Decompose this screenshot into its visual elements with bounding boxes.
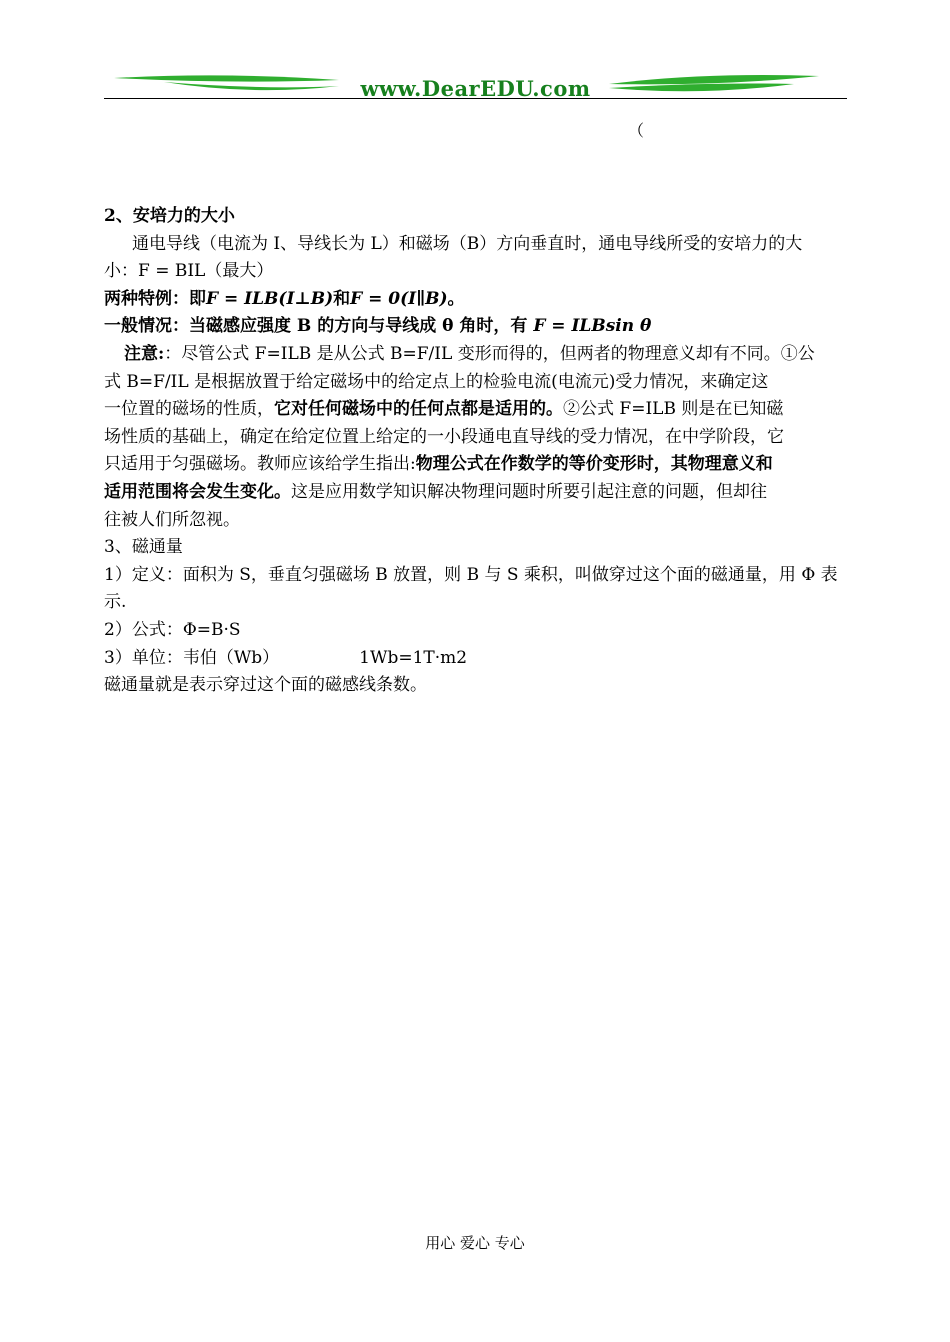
note-line: 只适用于匀强磁场。教师应该给学生指出:物理公式在作数学的等价变形时，其物理意义和 <box>104 454 773 475</box>
formula: F = ILB(I⊥B) <box>206 288 334 309</box>
note-line: 适用范围将会发生变化。这是应用数学知识解决物理问题时所要引起注意的问题，但却往 <box>104 481 767 502</box>
general-case-line: 一般情况：当磁感应强度 B 的方向与导线成 θ 角时，有 F = ILBsin θ <box>104 316 652 337</box>
paragraph-line: 通电导线（电流为 I、导线长为 L）和磁场（B）方向垂直时，通电导线所受的安培力的大 <box>132 233 803 254</box>
section-3-heading: 3、磁通量 <box>104 537 183 558</box>
paragraph-line: 小：F = BIL（最大） <box>104 261 274 282</box>
page-footer: 用心 爱心 专心 <box>425 1234 525 1252</box>
unit-line: 3）单位：韦伯（Wb） 1Wb=1T·m2 <box>104 647 468 668</box>
note-line: 式 B=F/IL 是根据放置于给定磁场中的给定点上的检验电流(电流元)受力情况，来确定这 <box>104 371 769 392</box>
formula-line: 2）公式：Φ=B·S <box>104 619 241 640</box>
special-label: 两种特例：即 <box>104 288 206 309</box>
section-2-heading: 2、安培力的大小 <box>104 206 235 226</box>
site-logo-text[interactable]: www.DearEDU.com <box>360 76 591 101</box>
header-rule <box>104 98 847 99</box>
stray-parenthesis: （ <box>628 121 645 140</box>
definition-line: 1）定义：面积为 S，垂直匀强磁场 B 放置，则 B 与 S 乘积，叫做穿过这个面的磁通量，用 Φ 表 <box>104 564 838 585</box>
note-line: 一位置的磁场的性质，它对任何磁场中的任何点都是适用的。②公式 F=ILB 则是在已知磁 <box>104 399 784 420</box>
special-cases-line: 两种特例：即F = ILB(I⊥B)和F = 0(I∥B)。 <box>104 288 465 309</box>
formula: F = 0(I∥B) <box>350 288 448 309</box>
note-label: 注意: <box>124 343 165 364</box>
definition-line: 示. <box>104 592 127 613</box>
note-line: 注意:：尽管公式 F=ILB 是从公式 B=F/IL 变形而得的，但两者的物理意义却有不同。①公 <box>124 343 815 364</box>
summary-line: 磁通量就是表示穿过这个面的磁感线条数。 <box>104 675 427 696</box>
formula: F = ILBsin θ <box>533 316 652 337</box>
document-body <box>104 203 847 700</box>
note-line: 场性质的基础上，确定在给定位置上给定的一小段通电直导线的受力情况，在中学阶段，它 <box>104 426 784 447</box>
note-line: 往被人们所忽视。 <box>104 509 240 530</box>
